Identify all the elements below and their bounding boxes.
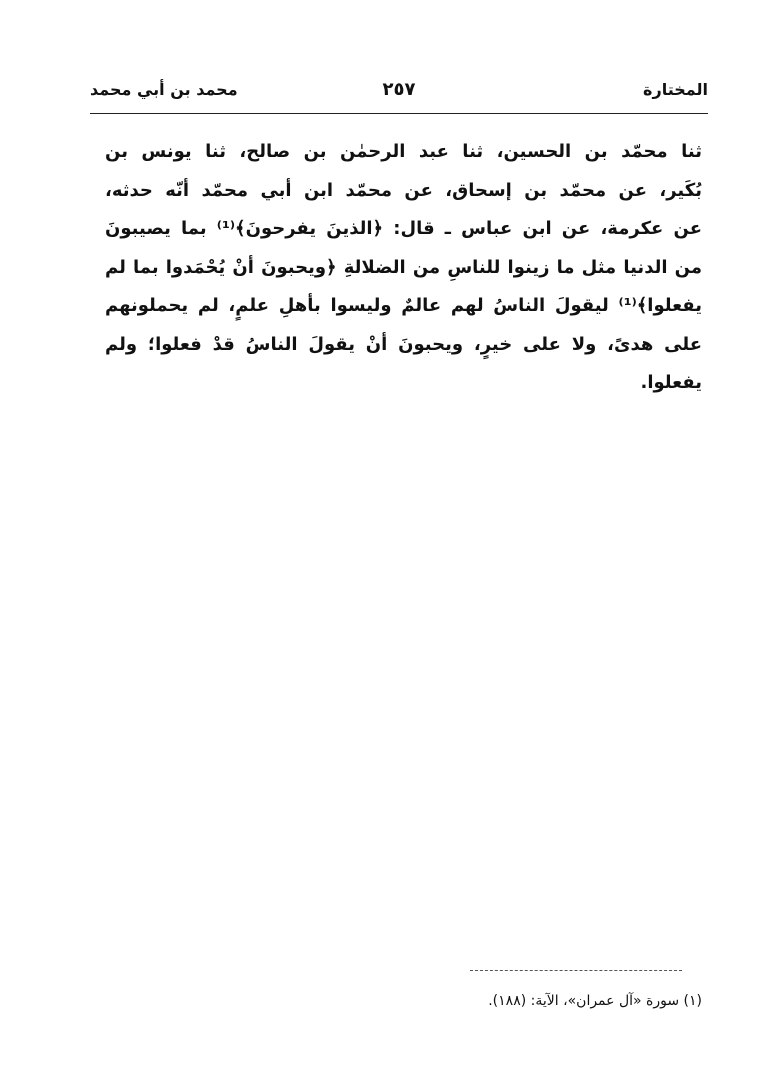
text-line: يفعلوا﴾⁽¹⁾ ليقولَ الناسُ لهم عالمٌ وليسوا بأهلِ علمٍ، لم يحملونهم <box>105 295 702 316</box>
text-line: ثنا محمّد بن الحسين، ثنا عبد الرحمٰن بن صالح، ثنا يونس بن <box>105 141 702 162</box>
footnote: (١) سورة «آل عمران»، الآية: (١٨٨). <box>488 993 702 1009</box>
page-number: ٢٥٧ <box>382 79 416 100</box>
main-text <box>105 133 702 403</box>
text-line: على هدىً، ولا على خيرٍ، ويحبونَ أنْ يقولَ الناسُ قدْ فعلوا؛ ولم <box>105 333 702 355</box>
text-line: بُكَير، عن محمّد بن إسحاق، عن محمّد ابن أبي محمّد أنّه حدثه، <box>105 179 702 201</box>
text-line: من الدنيا مثل ما زينوا للناسِ من الضلالةِ ﴿ويحبونَ أنْ يُحْمَدوا بما لم <box>105 256 702 278</box>
running-header <box>90 70 708 114</box>
book-title: المختارة <box>643 80 708 99</box>
header-rule <box>90 113 708 114</box>
text-line: يفعلوا. <box>640 372 702 393</box>
footnote-separator <box>470 970 682 971</box>
section-title: محمد بن أبي محمد <box>90 80 238 99</box>
text-line: عن عكرمة، عن ابن عباس ـ قال: ﴿الذينَ يفرحونَ﴾⁽¹⁾ بما يصيبونَ <box>105 218 702 239</box>
